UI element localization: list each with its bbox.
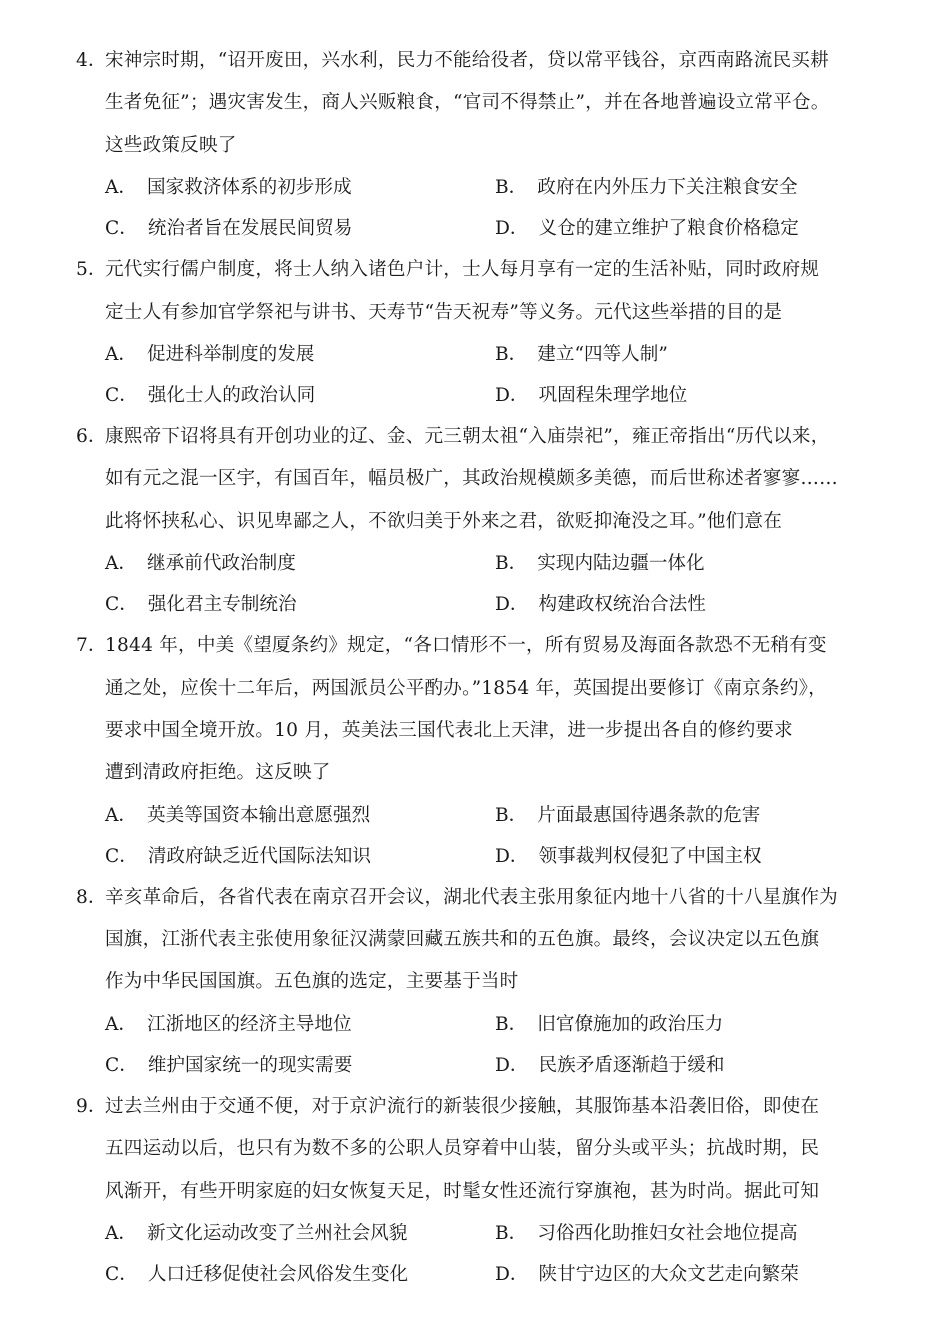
options-row — [0, 1254, 950, 1295]
option-label: C． — [105, 218, 138, 240]
question-stem-line — [0, 1086, 950, 1128]
question-8 — [0, 877, 950, 1086]
option-label: D． — [495, 845, 529, 867]
question-stem-line — [0, 668, 950, 710]
option-d[interactable] — [495, 375, 885, 416]
question-number: 7． — [76, 635, 107, 657]
option-label: D． — [495, 594, 529, 616]
question-stem-line — [0, 752, 950, 794]
option-label: A． — [105, 804, 138, 826]
option-text: 构建政权统治合法性 — [538, 594, 706, 616]
question-list — [0, 40, 950, 1295]
option-label: A． — [105, 343, 138, 365]
option-text: 陕甘宁边区的大众文艺走向繁荣 — [538, 1264, 799, 1286]
question-stem-line — [0, 501, 950, 543]
question-number: 8． — [76, 886, 107, 908]
question-7 — [0, 625, 950, 877]
option-d[interactable] — [495, 836, 885, 877]
option-label: C． — [105, 1264, 138, 1286]
question-number: 5． — [76, 259, 107, 281]
option-b[interactable] — [495, 795, 885, 836]
option-c[interactable] — [105, 208, 495, 249]
stem-text: 五四运动以后，也只有为数不多的公职人员穿着中山装，留分头或平头；抗战时期，民 — [105, 1138, 820, 1160]
option-a[interactable] — [105, 795, 495, 836]
option-text: 实现内陆边疆一体化 — [537, 553, 705, 575]
question-6 — [0, 416, 950, 625]
question-stem-line — [0, 961, 950, 1003]
options-row — [0, 334, 950, 375]
option-label: C． — [105, 384, 138, 406]
stem-text: 风渐开，有些开明家庭的妇女恢复天足，时髦女性还流行穿旗袍，甚为时尚。据此可知 — [105, 1180, 820, 1202]
option-text: 统治者旨在发展民间贸易 — [147, 218, 353, 240]
option-label: D． — [495, 384, 529, 406]
question-stem-line — [0, 1171, 950, 1213]
option-label: A． — [105, 1013, 138, 1035]
option-a[interactable] — [105, 1213, 495, 1254]
question-stem-line — [0, 1128, 950, 1170]
option-text: 片面最惠国待遇条款的危害 — [537, 804, 761, 826]
option-text: 强化士人的政治认同 — [147, 384, 316, 406]
option-label: D． — [495, 1264, 529, 1286]
option-text: 新文化运动改变了兰州社会风貌 — [147, 1223, 408, 1245]
options-row — [0, 584, 950, 625]
stem-text: 元代实行儒户制度，将士人纳入诸色户计，士人每月享有一定的生活补贴，同时政府规 — [105, 259, 820, 281]
options-row — [0, 1045, 950, 1086]
question-stem-line — [0, 292, 950, 334]
stem-text: 过去兰州由于交通不便，对于京沪流行的新装很少接触，其服饰基本沿袭旧俗，即使在 — [105, 1095, 820, 1117]
option-c[interactable] — [105, 1254, 495, 1295]
option-text: 国家救济体系的初步形成 — [147, 177, 352, 199]
options-row — [0, 836, 950, 877]
option-text: 旧官僚施加的政治压力 — [537, 1013, 724, 1035]
option-b[interactable] — [495, 543, 885, 584]
options-row — [0, 1213, 950, 1254]
option-c[interactable] — [105, 375, 495, 416]
question-stem-line — [0, 125, 950, 167]
stem-text: 这些政策反映了 — [105, 134, 237, 156]
option-text: 清政府缺乏近代国际法知识 — [147, 845, 371, 867]
option-b[interactable] — [495, 1213, 885, 1254]
stem-text: 遭到清政府拒绝。这反映了 — [105, 762, 331, 784]
stem-text: 1844 年，中美《望厦条约》规定，“各口情形不一，所有贸易及海面各款恐不无稍有变 — [105, 635, 827, 657]
stem-text: 作为中华民国国旗。五色旗的选定，主要基于当时 — [105, 971, 519, 993]
question-stem-line — [0, 416, 950, 458]
option-text: 政府在内外压力下关注粮食安全 — [537, 177, 798, 199]
option-text: 江浙地区的经济主导地位 — [147, 1013, 352, 1035]
options-row — [0, 375, 950, 416]
option-label: B． — [495, 804, 528, 826]
option-text: 英美等国资本输出意愿强烈 — [147, 804, 371, 826]
stem-text: 国旗，江浙代表主张使用象征汉满蒙回藏五族共和的五色旗。最终，会议决定以五色旗 — [105, 929, 820, 951]
option-text: 义仓的建立维护了粮食价格稳定 — [538, 218, 799, 240]
question-stem-line — [0, 710, 950, 752]
option-b[interactable] — [495, 167, 885, 208]
option-label: C． — [105, 1054, 138, 1076]
option-text: 人口迁移促使社会风俗发生变化 — [147, 1264, 409, 1286]
question-stem-line — [0, 82, 950, 124]
option-label: B． — [495, 553, 528, 575]
option-c[interactable] — [105, 836, 495, 877]
option-text: 巩固程朱理学地位 — [538, 384, 688, 406]
option-c[interactable] — [105, 1045, 495, 1086]
option-label: A． — [105, 177, 138, 199]
stem-text: 通之处，应俟十二年后，两国派员公平酌办。”1854 年，英国提出要修订《南京条约》， — [105, 677, 827, 699]
option-text: 习俗西化助推妇女社会地位提高 — [537, 1223, 798, 1245]
stem-text: 生者免征”；遇灾害发生，商人兴贩粮食，“官司不得禁止”，并在各地普遍设立常平仓。 — [105, 92, 830, 114]
option-label: B． — [495, 177, 528, 199]
options-row — [0, 543, 950, 584]
question-9 — [0, 1086, 950, 1295]
option-a[interactable] — [105, 543, 495, 584]
option-text: 继承前代政治制度 — [147, 553, 296, 575]
question-5 — [0, 249, 950, 416]
options-row — [0, 208, 950, 249]
option-label: B． — [495, 1223, 528, 1245]
option-label: C． — [105, 845, 138, 867]
option-d[interactable] — [495, 1045, 885, 1086]
question-stem-line — [0, 249, 950, 291]
option-a[interactable] — [105, 334, 495, 375]
option-text: 领事裁判权侵犯了中国主权 — [538, 845, 762, 867]
question-number: 9． — [76, 1095, 107, 1117]
question-stem-line — [0, 877, 950, 919]
options-row — [0, 1004, 950, 1045]
stem-text: 宋神宗时期，“诏开废田，兴水利，民力不能给役者，贷以常平钱谷，京西南路流民买耕 — [105, 50, 829, 71]
option-text: 维护国家统一的现实需要 — [147, 1054, 353, 1076]
question-stem-line — [0, 625, 950, 667]
option-b[interactable] — [495, 334, 885, 375]
option-text: 强化君主专制统治 — [147, 594, 297, 616]
option-label: D． — [495, 1054, 529, 1076]
option-c[interactable] — [105, 584, 495, 625]
option-b[interactable] — [495, 1004, 885, 1045]
question-stem-line — [0, 40, 950, 82]
option-text: 建立“四等人制” — [537, 343, 668, 365]
option-a[interactable] — [105, 167, 495, 208]
stem-text: 康熙帝下诏将具有开创功业的辽、金、元三朝太祖“入庙崇祀”，雍正帝指出“历代以来， — [105, 425, 830, 447]
stem-text: 辛亥革命后，各省代表在南京召开会议，湖北代表主张用象征内地十八省的十八星旗作为 — [105, 886, 838, 908]
question-number: 6． — [76, 425, 107, 447]
option-text: 促进科举制度的发展 — [147, 343, 315, 365]
question-4 — [0, 40, 950, 249]
options-row — [0, 167, 950, 208]
option-d[interactable] — [495, 1254, 885, 1295]
option-d[interactable] — [495, 208, 885, 249]
option-label: D． — [495, 218, 529, 240]
stem-text: 如有元之混一区宇，有国百年，幅员极广，其政治规模颇多美德，而后世称述者寥寥…… — [105, 468, 838, 490]
option-label: A． — [105, 553, 138, 575]
question-stem-line — [0, 919, 950, 961]
question-number: 4． — [76, 50, 107, 71]
option-label: C． — [105, 594, 138, 616]
option-a[interactable] — [105, 1004, 495, 1045]
question-stem-line — [0, 458, 950, 500]
option-label: B． — [495, 343, 528, 365]
option-label: A． — [105, 1223, 138, 1245]
stem-text: 此将怀挟私心、识见卑鄙之人，不欲归美于外来之君，欲贬抑淹没之耳。”他们意在 — [105, 510, 782, 532]
option-d[interactable] — [495, 584, 885, 625]
stem-text: 要求中国全境开放。10 月，英美法三国代表北上天津，进一步提出各自的修约要求 — [105, 719, 793, 741]
stem-text: 定士人有参加官学祭祀与讲书、天寿节“告天祝寿”等义务。元代这些举措的目的是 — [105, 301, 783, 323]
options-row — [0, 795, 950, 836]
option-text: 民族矛盾逐渐趋于缓和 — [538, 1054, 725, 1076]
option-label: B． — [495, 1013, 528, 1035]
